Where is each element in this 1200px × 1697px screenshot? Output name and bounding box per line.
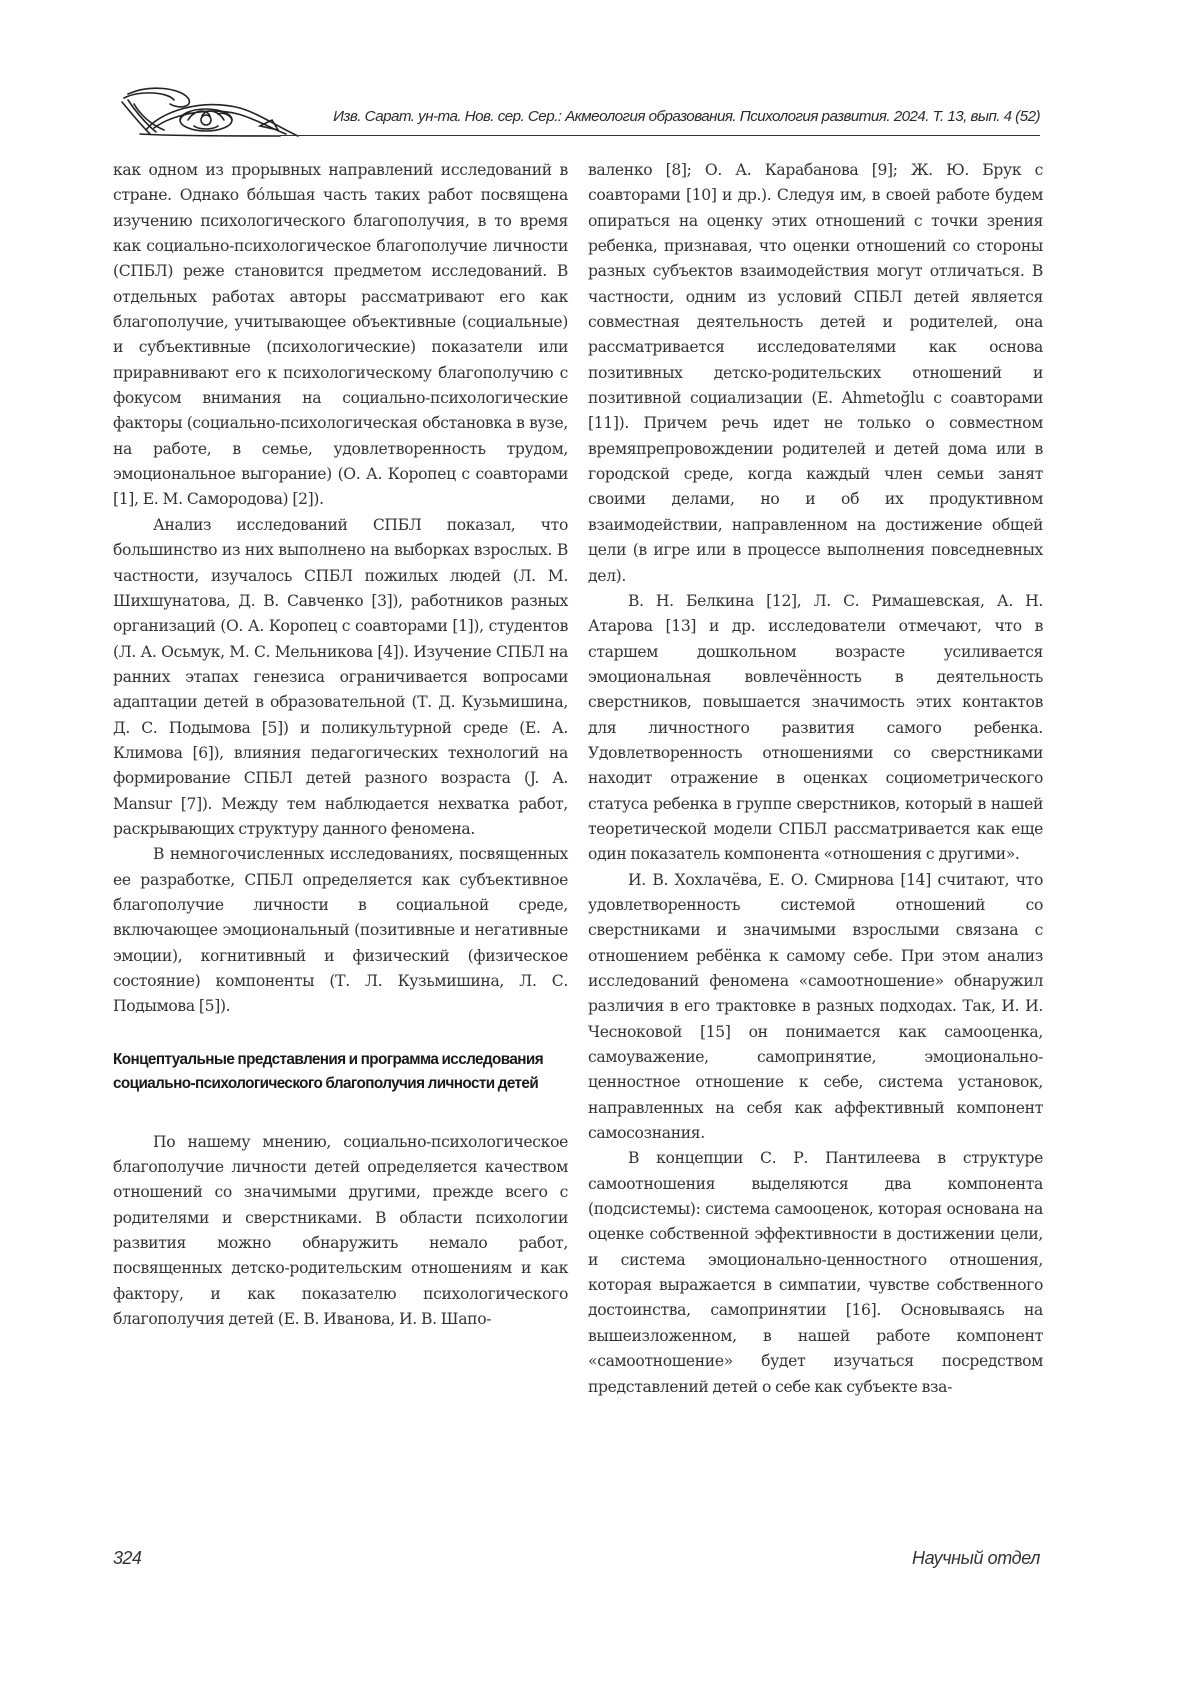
art-nouveau-ornament-icon	[110, 84, 310, 138]
paragraph: В. Н. Белкина [12], Л. С. Римашевская, А. Н. Атарова [13] и др. исследователи отмечают, что в старшем дошкольном возрасте усиливается эмоциональная вовлечённость в деятельность сверстников, повышается значимость этих контактов для личностного развития самого ребенка. Удовлетворенность отношениями со сверстниками находит отражение в оценках социометрического статуса ребенка в группе сверстников, который в нашей теоретической модели СПБЛ рассматривается как еще один показатель компонента «отношения с другими».	[588, 591, 1043, 864]
paragraph: В концепции С. Р. Пантилеева в структуре самоотношения выделяются два компонента (подсистемы): система самооценок, которая основана на оценке собственной эффективности в достижении цели, и система эмоционально-ценностного отношения, которая выражается в симпатии, чувстве собственного достоинства, самопринятии [16]. Основываясь на вышеизложенном, в нашей работе компонент «самоотношение» будет изучаться посредством представлений детей о себе как субъекте вза-	[588, 1149, 1043, 1396]
section-label: Научный отдел	[911, 1548, 1040, 1568]
paragraph: В немногочисленных исследованиях, посвященных ее разработке, СПБЛ определяется как субъективное благополучие личности в социальной среде, включающее эмоциональный (позитивные и негативные эмоции), когнитивный и физический (физическое состояние) компоненты (Т. Л. Кузьмишина, Л. С. Подымова [5]).	[113, 845, 568, 1016]
paragraph: валенко [8]; О. А. Карабанова [9]; Ж. Ю. Брук с соавторами [10] и др.). Следуя им, в своей работе будем опираться на оценку этих отношений с точки зрения ребенка, признавая, что оценки отношений со стороны разных субъектов взаимодействия могут отличаться. В частности, одним из условий СПБЛ детей является совместная деятельность детей и родителей, она рассматривается исследователями как основа позитивных детско-родительских отношений и позитивной социализации (E. Ahmetoğlu с соавторами [11]). Причем речь идет не только о совместном времяпрепровождении родителей и детей дома или в городской среде, когда каждый член семьи занят своими делами, но и об их продуктивном взаимодействии, направленном на достижение общей цели (в игре или в процессе выполнения повседневных дел).	[588, 161, 1043, 585]
paragraph: И. В. Хохлачёва, Е. О. Смирнова [14] считают, что удовлетворенность системой отношений со сверстниками и значимыми взрослыми связана с отношением ребёнка к самому себе. При этом анализ исследований феномена «самоотношение» обнаружил различия в его трактовке в разных подходах. Так, И. И. Чесноковой [15] он понимается как самооценка, самоуважение, самопринятие, эмоционально-ценностное отношение к себе, система установок, направленных на себя как аффективный компонент самосознания.	[588, 870, 1043, 1143]
running-header	[110, 80, 1040, 138]
paragraph: Анализ исследований СПБЛ показал, что большинство из них выполнено на выборках взрослых. В частности, изучалось СПБЛ пожилых людей (Л. М. Шихшунатова, Д. В. Савченко [3]), работников разных организаций (О. А. Коропец с соавторами [1]), студентов (Л. А. Осьмук, М. С. Мельникова [4]). Изучение СПБЛ на ранних этапах генезиса ограничивается вопросами адаптации детей в образовательной (Т. Д. Кузьмишина, Д. С. Подымова [5]) и поликультурной среде (Е. А. Климова [6]), влияния педагогических технологий на формирование СПБЛ детей разного возраста (J. A. Mansur [7]). Между тем наблюдается нехватка работ, раскрывающих структуру данного феномена.	[113, 515, 568, 838]
section-heading: Концептуальные представления и программа исследования социально-психологического благополучия личности детей	[113, 1050, 544, 1092]
header-rule	[280, 135, 1040, 136]
left-column	[113, 158, 568, 1332]
paragraph: По нашему мнению, социально-психологическое благополучие личности детей определяется качеством отношений со значимыми другими, прежде всего с родителями и сверстниками. В области психологии развития можно обнаружить немало работ, посвященных детско-родительским отношениям и как фактору, и как показателю психологического благополучия детей (Е. В. Иванова, И. В. Шапо-	[113, 1132, 568, 1329]
right-column	[588, 158, 1043, 1400]
paragraph: как одном из прорывных направлений исследований в стране. Однако бо́льшая часть таких работ посвящена изучению психологического благополучия, в то время как социально-психологическое благополучие личности (СПБЛ) реже становится предметом исследований. В отдельных работах авторы рассматривают его как благополучие, учитывающее объективные (социальные) и субъективные (психологические) показатели или приравнивают его к психологическому благополучию с фокусом внимания на социально-психологические факторы (социально-психологическая обстановка в вузе, на работе, в семье, удовлетворенность трудом, эмоциональное выгорание) (О. А. Коропец с соавторами [1], Е. М. Самородова) [2]).	[113, 161, 568, 509]
journal-running-title: Изв. Сарат. ун-та. Нов. сер. Сер.: Акмеология образования. Психология развития. 2024. Т. 13, вып. 4 (52)	[333, 108, 1040, 125]
page-number: 324	[113, 1548, 142, 1568]
